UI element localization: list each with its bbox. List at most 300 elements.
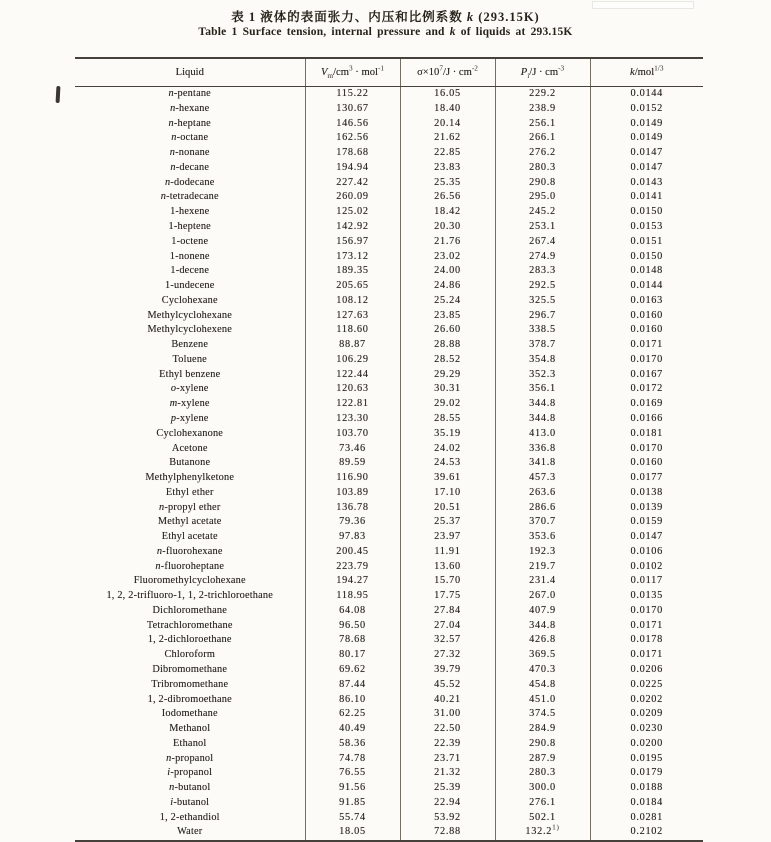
- value-cell: 457.3: [495, 471, 590, 486]
- value-cell: 24.00: [400, 264, 495, 279]
- value-cell: 0.0171: [630, 339, 664, 351]
- value-cell: 0.0144: [630, 280, 664, 292]
- value-cell: 62.25: [305, 707, 400, 722]
- value-cell: 0.0171: [630, 649, 664, 661]
- liquids-table: [75, 57, 703, 842]
- table-row: [75, 117, 703, 132]
- liquid-name-cell: Tetrachloromethane: [75, 619, 305, 634]
- liquid-name-cell: Cyclohexane: [75, 294, 305, 309]
- table-row: [75, 338, 703, 353]
- value-cell: 426.8: [495, 633, 590, 648]
- value-cell: 276.1: [495, 796, 590, 811]
- value-cell: 344.8: [495, 397, 590, 412]
- table-row: [75, 648, 703, 663]
- liquid-name-cell: Ethyl acetate: [75, 530, 305, 545]
- value-cell: 91.56: [305, 781, 400, 796]
- value-cell: 0.0230: [630, 723, 664, 735]
- table-body: [75, 87, 703, 842]
- value-cell: 369.5: [495, 648, 590, 663]
- liquid-name-cell: n-hexane: [75, 102, 305, 117]
- value-cell: 470.3: [495, 663, 590, 678]
- value-cell: 22.50: [400, 722, 495, 737]
- table-row: [75, 368, 703, 383]
- table-row: [75, 574, 703, 589]
- liquid-name-cell: n-octane: [75, 131, 305, 146]
- value-cell: 25.24: [400, 294, 495, 309]
- value-cell: 28.55: [400, 412, 495, 427]
- value-cell: 178.68: [305, 146, 400, 161]
- value-cell: 27.32: [400, 648, 495, 663]
- value-cell: 0.0135: [630, 590, 664, 602]
- liquid-name-cell: n-nonane: [75, 146, 305, 161]
- value-cell: 192.3: [495, 545, 590, 560]
- value-cell: 96.50: [305, 619, 400, 634]
- value-cell: 73.46: [305, 441, 400, 456]
- table-row: [75, 692, 703, 707]
- value-cell: 0.0170: [630, 442, 664, 454]
- value-cell: 0.0170: [630, 604, 664, 616]
- table-row: [75, 427, 703, 442]
- value-cell: 0.0170: [630, 353, 664, 365]
- value-cell: 245.2: [495, 205, 590, 220]
- column-header-2: $\sigma\times 10^7/J \cdot cm^{-2}$: [400, 58, 495, 87]
- value-cell: 280.3: [495, 161, 590, 176]
- value-cell: 0.0184: [630, 796, 664, 808]
- value-cell: 21.76: [400, 235, 495, 250]
- value-cell: 122.44: [305, 368, 400, 383]
- table-row: [75, 102, 703, 117]
- value-cell: 0.0150: [630, 206, 664, 218]
- value-cell: 354.8: [495, 353, 590, 368]
- value-cell: 24.53: [400, 456, 495, 471]
- value-cell: 227.42: [305, 176, 400, 191]
- liquid-name-cell: Methylcyclohexane: [75, 308, 305, 323]
- value-cell: 21.32: [400, 766, 495, 781]
- value-cell: 0.2102: [630, 826, 664, 838]
- value-cell: 0.0149: [630, 132, 664, 144]
- table-row: [75, 663, 703, 678]
- table-row: [75, 323, 703, 338]
- liquid-name-cell: 1-heptene: [75, 220, 305, 235]
- value-cell: 280.3: [495, 766, 590, 781]
- value-cell: 29.29: [400, 368, 495, 383]
- value-cell: 194.27: [305, 574, 400, 589]
- value-cell: 352.3: [495, 368, 590, 383]
- value-cell: 55.74: [305, 811, 400, 826]
- value-cell: 0.0151: [630, 235, 664, 247]
- value-cell: 290.8: [495, 176, 590, 191]
- value-cell: 344.8: [495, 412, 590, 427]
- column-header-3: $P_i/J \cdot cm^{-3}$: [495, 58, 590, 87]
- value-cell: 0.0149: [630, 117, 664, 129]
- value-cell: 0.0160: [630, 457, 664, 469]
- table-row: [75, 294, 703, 309]
- liquid-name-cell: 1-decene: [75, 264, 305, 279]
- value-cell: 0.0153: [630, 221, 664, 233]
- value-cell: 451.0: [495, 692, 590, 707]
- value-cell: 0.0150: [630, 250, 664, 262]
- value-cell: 130.67: [305, 102, 400, 117]
- value-cell: 97.83: [305, 530, 400, 545]
- value-cell: 0.0106: [630, 545, 664, 557]
- value-cell: 284.9: [495, 722, 590, 737]
- table-row: [75, 353, 703, 368]
- liquid-name-cell: n-dodecane: [75, 176, 305, 191]
- value-cell: 27.84: [400, 604, 495, 619]
- value-cell: 29.02: [400, 397, 495, 412]
- value-cell: 31.00: [400, 707, 495, 722]
- table-row: [75, 161, 703, 176]
- value-cell: 274.9: [495, 249, 590, 264]
- table-row: [75, 560, 703, 575]
- table-row: [75, 412, 703, 427]
- liquid-name-cell: n-tetradecane: [75, 190, 305, 205]
- value-cell: 0.0138: [630, 486, 664, 498]
- liquid-name-cell: n-heptane: [75, 117, 305, 132]
- liquid-name-cell: 1, 2-dichloroethane: [75, 633, 305, 648]
- table-row: [75, 619, 703, 634]
- value-cell: 286.6: [495, 500, 590, 515]
- value-cell: 142.92: [305, 220, 400, 235]
- liquid-name-cell: Fluoromethylcyclohexane: [75, 574, 305, 589]
- value-cell: 0.0188: [630, 782, 664, 794]
- value-cell: 336.8: [495, 441, 590, 456]
- value-cell: 11.91: [400, 545, 495, 560]
- table-row: [75, 87, 703, 102]
- value-cell: 338.5: [495, 323, 590, 338]
- value-cell: 0.0181: [630, 427, 664, 439]
- liquid-name-cell: n-decane: [75, 161, 305, 176]
- value-cell: 118.60: [305, 323, 400, 338]
- value-cell: 74.78: [305, 751, 400, 766]
- value-cell: 353.6: [495, 530, 590, 545]
- value-cell: 24.02: [400, 441, 495, 456]
- value-cell: 78.68: [305, 633, 400, 648]
- value-cell: 413.0: [495, 427, 590, 442]
- value-cell: 28.88: [400, 338, 495, 353]
- table-row: [75, 279, 703, 294]
- value-cell: 0.0160: [630, 324, 664, 336]
- liquid-name-cell: Tribromomethane: [75, 678, 305, 693]
- value-cell: 300.0: [495, 781, 590, 796]
- table-row: [75, 220, 703, 235]
- value-cell: 13.60: [400, 560, 495, 575]
- value-cell: 374.5: [495, 707, 590, 722]
- table-row: [75, 515, 703, 530]
- liquid-name-cell: Butanone: [75, 456, 305, 471]
- value-cell: 0.0171: [630, 619, 664, 631]
- value-cell: 127.63: [305, 308, 400, 323]
- liquid-name-cell: n-pentane: [75, 87, 305, 102]
- table-row: [75, 781, 703, 796]
- value-cell: 53.92: [400, 811, 495, 826]
- table-row: [75, 471, 703, 486]
- value-cell: 116.90: [305, 471, 400, 486]
- value-cell: 86.10: [305, 692, 400, 707]
- value-cell: 341.8: [495, 456, 590, 471]
- ink-smudge: [56, 86, 61, 103]
- value-cell: 0.0141: [630, 191, 664, 203]
- value-cell: 0.0160: [630, 309, 664, 321]
- value-cell: 108.12: [305, 294, 400, 309]
- value-cell: 325.5: [495, 294, 590, 309]
- liquid-name-cell: Ethyl ether: [75, 486, 305, 501]
- value-cell: 103.70: [305, 427, 400, 442]
- table-row: [75, 811, 703, 826]
- liquid-name-cell: 1, 2-dibromoethane: [75, 692, 305, 707]
- value-cell: 253.1: [495, 220, 590, 235]
- value-cell: 18.40: [400, 102, 495, 117]
- liquid-name-cell: Chloroform: [75, 648, 305, 663]
- liquid-name-cell: 1-nonene: [75, 249, 305, 264]
- table-row: [75, 751, 703, 766]
- value-cell: 267.0: [495, 589, 590, 604]
- value-cell: 189.35: [305, 264, 400, 279]
- value-cell: 136.78: [305, 500, 400, 515]
- value-cell: 26.60: [400, 323, 495, 338]
- table-row: [75, 205, 703, 220]
- value-cell: 0.0166: [630, 412, 664, 424]
- table-row: [75, 146, 703, 161]
- value-cell: 15.70: [400, 574, 495, 589]
- table-row: [75, 766, 703, 781]
- value-cell: 295.0: [495, 190, 590, 205]
- value-cell: 30.31: [400, 382, 495, 397]
- value-cell: 132.2$^{1)}$: [495, 825, 590, 841]
- value-cell: 223.79: [305, 560, 400, 575]
- liquid-name-cell: m-xylene: [75, 397, 305, 412]
- value-cell: 0.0177: [630, 472, 664, 484]
- value-cell: 87.44: [305, 678, 400, 693]
- value-cell: 0.0147: [630, 147, 664, 159]
- value-cell: 72.88: [400, 825, 495, 841]
- value-cell: 22.85: [400, 146, 495, 161]
- value-cell: 115.22: [305, 87, 400, 102]
- liquid-name-cell: 1-octene: [75, 235, 305, 250]
- value-cell: 69.62: [305, 663, 400, 678]
- liquid-name-cell: 1-undecene: [75, 279, 305, 294]
- value-cell: 39.61: [400, 471, 495, 486]
- value-cell: 27.04: [400, 619, 495, 634]
- value-cell: 21.62: [400, 131, 495, 146]
- table-row: [75, 131, 703, 146]
- table-row: [75, 796, 703, 811]
- value-cell: 0.0200: [630, 737, 664, 749]
- table-row: [75, 545, 703, 560]
- value-cell: 0.0147: [630, 161, 664, 173]
- value-cell: 0.0144: [630, 88, 664, 100]
- value-cell: 18.05: [305, 825, 400, 841]
- value-cell: 20.51: [400, 500, 495, 515]
- table-row: [75, 308, 703, 323]
- value-cell: 0.0159: [630, 516, 664, 528]
- value-cell: 0.0178: [630, 634, 664, 646]
- liquid-name-cell: n-butanol: [75, 781, 305, 796]
- liquid-name-cell: Acetone: [75, 441, 305, 456]
- value-cell: 0.0147: [630, 531, 664, 543]
- column-header-1: $V_m/cm^3 \cdot mol^{-1}$: [305, 58, 400, 87]
- value-cell: 32.57: [400, 633, 495, 648]
- value-cell: 22.39: [400, 737, 495, 752]
- liquid-name-cell: Toluene: [75, 353, 305, 368]
- liquid-name-cell: Iodomethane: [75, 707, 305, 722]
- table-title-english: Table 1 Surface tension, internal pressure and k of liquids at 293.15K: [198, 26, 573, 38]
- value-cell: 0.0209: [630, 708, 664, 720]
- value-cell: 407.9: [495, 604, 590, 619]
- table-row: [75, 190, 703, 205]
- table-row: [75, 456, 703, 471]
- table-header-row: [75, 58, 703, 87]
- value-cell: 23.97: [400, 530, 495, 545]
- value-cell: 267.4: [495, 235, 590, 250]
- value-cell: 266.1: [495, 131, 590, 146]
- value-cell: 156.97: [305, 235, 400, 250]
- liquid-name-cell: 1, 2, 2-trifluoro-1, 1, 2-trichloroethane: [75, 589, 305, 604]
- value-cell: 106.29: [305, 353, 400, 368]
- value-cell: 263.6: [495, 486, 590, 501]
- value-cell: 20.14: [400, 117, 495, 132]
- value-cell: 370.7: [495, 515, 590, 530]
- table-row: [75, 707, 703, 722]
- value-cell: 25.37: [400, 515, 495, 530]
- table-title-chinese: 表 1 液体的表面张力、内压和比例系数 k (293.15K): [231, 10, 540, 24]
- value-cell: 292.5: [495, 279, 590, 294]
- value-cell: 454.8: [495, 678, 590, 693]
- value-cell: 23.83: [400, 161, 495, 176]
- value-cell: 17.75: [400, 589, 495, 604]
- value-cell: 290.8: [495, 737, 590, 752]
- liquid-name-cell: n-fluoroheptane: [75, 560, 305, 575]
- value-cell: 23.02: [400, 249, 495, 264]
- value-cell: 344.8: [495, 619, 590, 634]
- table-row: [75, 264, 703, 279]
- liquid-name-cell: Methanol: [75, 722, 305, 737]
- value-cell: 0.0195: [630, 752, 664, 764]
- value-cell: 0.0281: [630, 811, 664, 823]
- value-cell: 122.81: [305, 397, 400, 412]
- value-cell: 89.59: [305, 456, 400, 471]
- value-cell: 200.45: [305, 545, 400, 560]
- liquid-name-cell: Ethanol: [75, 737, 305, 752]
- value-cell: 256.1: [495, 117, 590, 132]
- value-cell: 194.94: [305, 161, 400, 176]
- table-row: [75, 441, 703, 456]
- value-cell: 39.79: [400, 663, 495, 678]
- value-cell: 25.39: [400, 781, 495, 796]
- liquid-name-cell: n-propanol: [75, 751, 305, 766]
- value-cell: 276.2: [495, 146, 590, 161]
- table-row: [75, 633, 703, 648]
- value-cell: 229.2: [495, 87, 590, 102]
- value-cell: 24.86: [400, 279, 495, 294]
- value-cell: 231.4: [495, 574, 590, 589]
- liquid-name-cell: Dichloromethane: [75, 604, 305, 619]
- value-cell: 64.08: [305, 604, 400, 619]
- value-cell: 219.7: [495, 560, 590, 575]
- value-cell: 0.0167: [630, 368, 664, 380]
- value-cell: 88.87: [305, 338, 400, 353]
- value-cell: 173.12: [305, 249, 400, 264]
- value-cell: 0.0225: [630, 678, 664, 690]
- value-cell: 0.0172: [630, 383, 664, 395]
- value-cell: 0.0143: [630, 176, 664, 188]
- value-cell: 79.36: [305, 515, 400, 530]
- value-cell: 91.85: [305, 796, 400, 811]
- table-row: [75, 176, 703, 191]
- value-cell: 378.7: [495, 338, 590, 353]
- value-cell: 16.05: [400, 87, 495, 102]
- liquid-name-cell: n-propyl ether: [75, 500, 305, 515]
- table-row: [75, 825, 703, 841]
- value-cell: 76.55: [305, 766, 400, 781]
- value-cell: 23.71: [400, 751, 495, 766]
- liquid-name-cell: i-propanol: [75, 766, 305, 781]
- liquid-name-cell: 1-hexene: [75, 205, 305, 220]
- value-cell: 162.56: [305, 131, 400, 146]
- table-row: [75, 678, 703, 693]
- value-cell: 0.0163: [630, 294, 664, 306]
- liquid-name-cell: Methylcyclohexene: [75, 323, 305, 338]
- liquid-name-cell: Ethyl benzene: [75, 368, 305, 383]
- liquid-name-cell: o-xylene: [75, 382, 305, 397]
- value-cell: 58.36: [305, 737, 400, 752]
- value-cell: 20.30: [400, 220, 495, 235]
- value-cell: 28.52: [400, 353, 495, 368]
- liquid-name-cell: Water: [75, 825, 305, 841]
- table-row: [75, 235, 703, 250]
- liquid-name-cell: Benzene: [75, 338, 305, 353]
- value-cell: 296.7: [495, 308, 590, 323]
- value-cell: 103.89: [305, 486, 400, 501]
- liquid-name-cell: Dibromomethane: [75, 663, 305, 678]
- value-cell: 17.10: [400, 486, 495, 501]
- value-cell: 0.0206: [630, 663, 664, 675]
- value-cell: 25.35: [400, 176, 495, 191]
- value-cell: 118.95: [305, 589, 400, 604]
- table-row: [75, 249, 703, 264]
- value-cell: 123.30: [305, 412, 400, 427]
- table-row: [75, 500, 703, 515]
- liquid-name-cell: 1, 2-ethandiol: [75, 811, 305, 826]
- table-row: [75, 722, 703, 737]
- liquid-name-cell: Cyclohexanone: [75, 427, 305, 442]
- value-cell: 260.09: [305, 190, 400, 205]
- value-cell: 287.9: [495, 751, 590, 766]
- liquid-name-cell: n-fluorohexane: [75, 545, 305, 560]
- value-cell: 0.0202: [630, 693, 664, 705]
- liquid-name-cell: i-butanol: [75, 796, 305, 811]
- value-cell: 45.52: [400, 678, 495, 693]
- value-cell: 120.63: [305, 382, 400, 397]
- table-row: [75, 486, 703, 501]
- value-cell: 0.0102: [630, 560, 664, 572]
- column-header-liquid: Liquid: [75, 58, 305, 87]
- table-row: [75, 397, 703, 412]
- value-cell: 40.21: [400, 692, 495, 707]
- value-cell: 0.0148: [630, 265, 664, 277]
- value-cell: 238.9: [495, 102, 590, 117]
- value-cell: 0.0179: [630, 767, 664, 779]
- value-cell: 26.56: [400, 190, 495, 205]
- value-cell: 146.56: [305, 117, 400, 132]
- liquid-name-cell: Methyl acetate: [75, 515, 305, 530]
- value-cell: 22.94: [400, 796, 495, 811]
- table-row: [75, 382, 703, 397]
- liquid-name-cell: p-xylene: [75, 412, 305, 427]
- value-cell: 35.19: [400, 427, 495, 442]
- value-cell: 23.85: [400, 308, 495, 323]
- table-row: [75, 604, 703, 619]
